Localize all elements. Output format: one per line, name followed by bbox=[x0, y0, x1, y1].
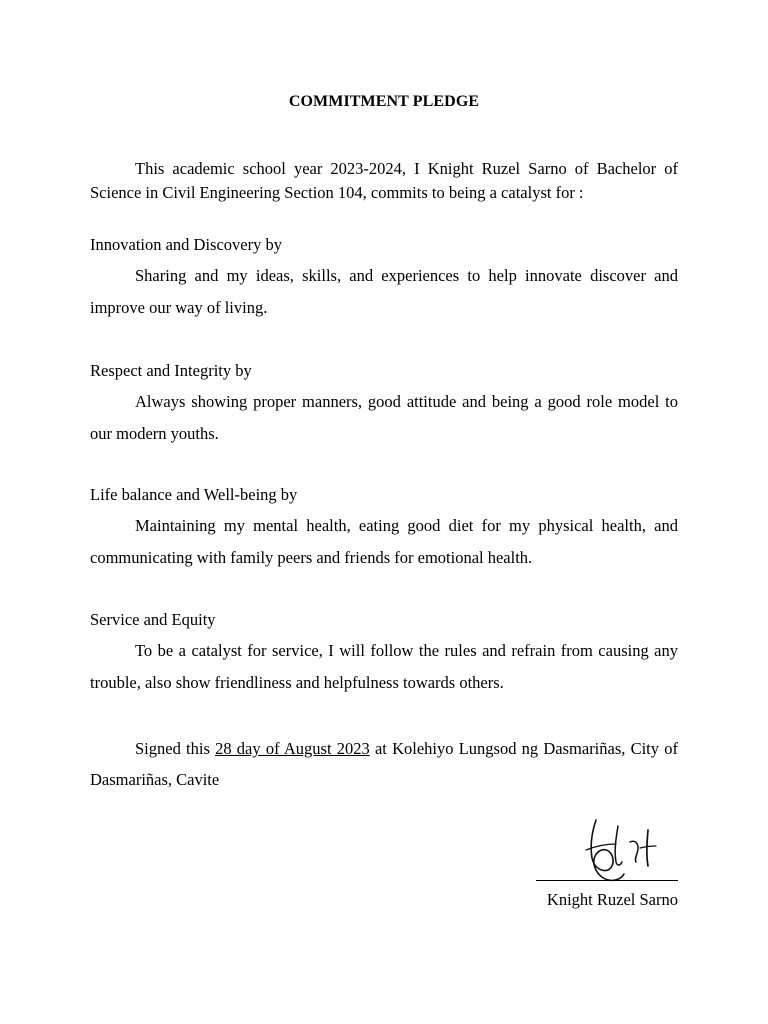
section-heading: Service and Equity bbox=[90, 610, 216, 629]
signature-line bbox=[536, 880, 678, 881]
section-heading: Innovation and Discovery by bbox=[90, 235, 282, 254]
document-title: COMMITMENT PLEDGE bbox=[288, 93, 480, 110]
signed-paragraph bbox=[90, 733, 678, 795]
signature-block bbox=[536, 812, 678, 912]
intro-paragraph: This academic school year 2023-2024, I Knight Ruzel Sarno of Bachelor of Science in Civil Engineering Section 104, commits to being a catalyst for : bbox=[90, 159, 678, 202]
section-text: Always showing proper manners, good attitude and being a good role model to our modern youths. bbox=[90, 392, 678, 443]
section-life-balance bbox=[90, 483, 678, 574]
section-heading: Respect and Integrity by bbox=[90, 361, 252, 380]
section-service bbox=[90, 608, 678, 699]
section-text: Sharing and my ideas, skills, and experiences to help innovate discover and improve our way of living. bbox=[90, 266, 678, 317]
section-text: Maintaining my mental health, eating good diet for my physical health, and communicating with family peers and friends for emotional health. bbox=[90, 516, 678, 567]
section-text: To be a catalyst for service, I will follow the rules and refrain from causing any trouble, also show friendliness and helpfulness towards others. bbox=[90, 641, 678, 692]
signed-date: 28 day of August 2023 bbox=[215, 739, 370, 758]
signed-suffix: at Kolehiyo Lungsod ng Dasmariñas, City of Dasmariñas, Cavite bbox=[90, 739, 678, 789]
handwritten-signature-icon bbox=[572, 812, 664, 890]
signer-name: Knight Ruzel Sarno bbox=[546, 890, 678, 909]
section-innovation bbox=[90, 233, 678, 324]
section-respect bbox=[90, 359, 678, 450]
signed-prefix: Signed this bbox=[135, 739, 216, 758]
section-heading: Life balance and Well-being by bbox=[90, 485, 298, 504]
